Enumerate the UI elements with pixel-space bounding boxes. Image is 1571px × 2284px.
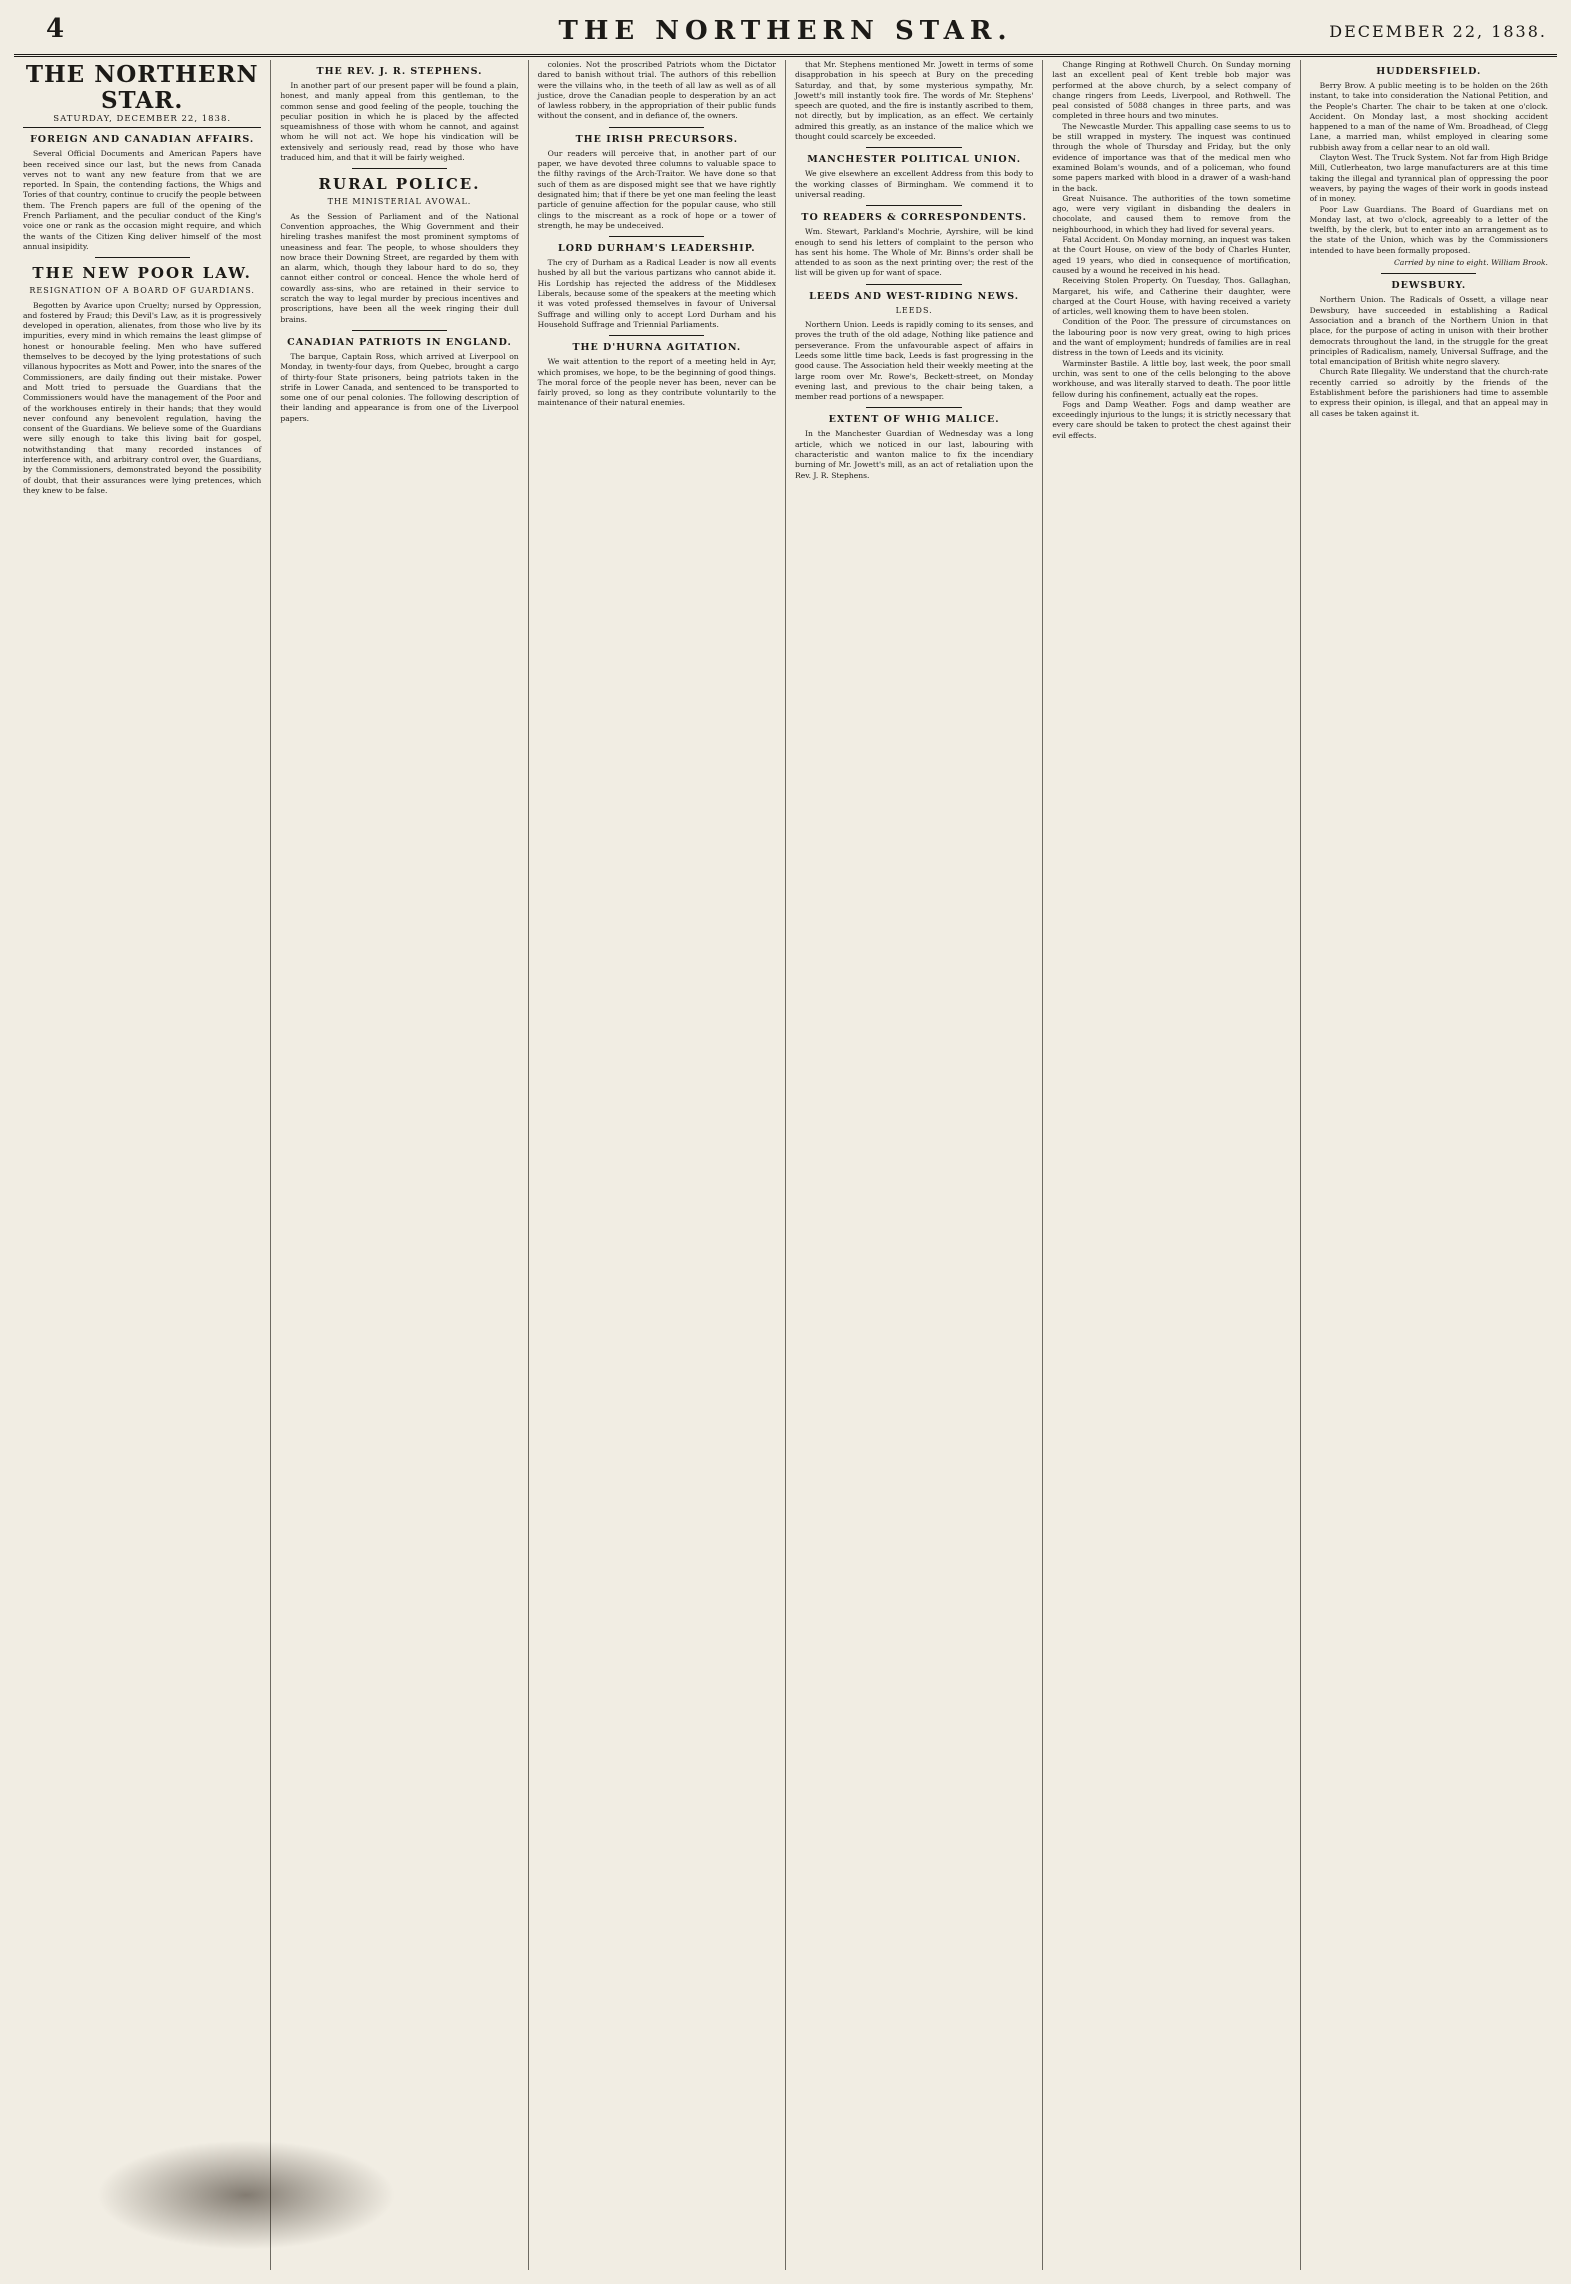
article-huddersfield: Berry Brow. A public meeting is to be holden on the 26th instant, to take into consideration the National Petition, and the People's Charter. The chair to be taken at one o'clock. Accident. On Monday last, a most shocking accident happened to a man of the name of Wm. Broadhead, of Clegg Lane, a married man, whilst employed in clearing some rubbish away from a cellar near to an old wall. <box>1309 81 1548 152</box>
article-correspondents: Wm. Stewart, Parkland's Mochrie, Ayrshire, will be kind enough to send his letters of complaint to the person who has sent his home. The Whole of Mr. Binns's order shall be attended to as soon as the next printing over; the rest of the list will be given up for want of space. <box>794 227 1034 278</box>
heading-stephens: THE REV. J. R. STEPHENS. <box>316 66 483 77</box>
article-durham: The cry of Durham as a Radical Leader is now all events hushed by all but the various partizans who cannot abide it. His Lordship has rejected the address of the Middlesex Liberals, because some of the speakers at the meeting which it was voted professed themselves in favour of Universal Suffrage and willing only to accept Lord Durham and his Household Suffrage and Triennial Parliaments. <box>537 258 776 329</box>
issue-dateline: SATURDAY, DECEMBER 22, 1838. <box>23 114 261 128</box>
divider <box>866 205 961 206</box>
divider <box>609 236 704 237</box>
divider <box>352 168 447 169</box>
heading-dewsbury: DEWSBURY. <box>1391 280 1467 292</box>
article-leeds: Northern Union. Leeds is rapidly coming to its senses, and proves the truth of the old adage, Nothing like patience and perseverance. From the unfavourable aspect of affairs in Leeds some little time back, Leeds is fast progressing in the good cause. The Association held their weekly meeting at the large room over Mr. Rowe's, Beckett-street, on Monday evening last, and previous to the chair being taken, a member read portions of a newspaper. <box>794 320 1034 402</box>
heading-durham: LORD DURHAM'S LEADERSHIP. <box>558 243 756 255</box>
heading-canadian-patriots: CANADIAN PATRIOTS IN ENGLAND. <box>287 336 512 348</box>
heading-correspondents: TO READERS & CORRESPONDENTS. <box>801 212 1027 224</box>
article-fatal-accident: Fatal Accident. On Monday morning, an inquest was taken at the Court House, on view of the body of Charles Hunter, aged 19 years, who died in consequence of mortification, caused by a wound he received in his head. <box>1052 235 1291 275</box>
column-4 <box>786 60 1043 2270</box>
heading-rural-police: RURAL POLICE. <box>318 175 481 194</box>
column-1 <box>14 60 271 2270</box>
heading-leeds-news: LEEDS AND WEST-RIDING NEWS. <box>809 290 1020 302</box>
heading-foreign-affairs: FOREIGN AND CANADIAN AFFAIRS. <box>30 134 255 146</box>
article-dhurna: We wait attention to the report of a meeting held in Ayr, which promises, we hope, to be the beginning of good things. The moral force of the people never has been, never can be fairly proved, so long as they contribute voluntarily to the maintenance of their natural enemies. <box>537 357 776 408</box>
heading-whig-malice: EXTENT OF WHIG MALICE. <box>828 414 1000 426</box>
divider <box>95 257 190 258</box>
heading-huddersfield: HUDDERSFIELD. <box>1376 66 1482 77</box>
article-condition-poor: Condition of the Poor. The pressure of circumstances on the labouring poor is now very great, owing to high prices and the want of employment; hundreds of families are in real distress in the town of Leeds and its vicinity. <box>1052 317 1291 358</box>
newspaper-columns <box>14 60 1557 2270</box>
divider <box>609 127 704 128</box>
subheading-resignation: RESIGNATION OF A BOARD OF GUARDIANS. <box>29 286 255 296</box>
article-foreign-affairs: Several Official Documents and American Papers have been received since our last, but the news from Canada verves not to want any new feature from that we are reported. In Spain, the contending factions, the Whigs and Tories of that country, continue to crucify the people between them. The French papers are full of the opening of the French Parliament, and the peculiar conduct of the King's voice one or rank as the occasion might require, and which the wants of the Citizen King deliver himself of the most annual insipidity. <box>23 149 262 251</box>
article-church-rate: Church Rate Illegality. We understand that the church-rate recently carried so adroitly by the friends of the Establishment before the parishioners had time to assemble to express their opinion, is illegal, and that an appeal may in all cases be taken against it. <box>1309 367 1548 418</box>
article-fogs: Fogs and Damp Weather. Fogs and damp weather are exceedingly injurious to the lungs; it is strictly necessary that every care should be taken to protect the chest against their evil effects. <box>1052 399 1291 440</box>
column-3 <box>529 60 786 2270</box>
article-clayton-west: Clayton West. The Truck System. Not far from High Bridge Mill, Cutlerheaton, two large manufacturers are at this time taking the illegal and tyrannical plan of oppressing the poor weavers, by paying the wages of their work in goods instead of in money. <box>1309 153 1548 204</box>
divider <box>866 284 961 285</box>
masthead: THE NORTHERN STAR. <box>25 61 259 114</box>
article-dewsbury: Northern Union. The Radicals of Ossett, a village near Dewsbury, have succeeded in establishing a Radical Association and a branch of the Northern Union in that place, for the purpose of acting in unison with their brother democrats throughout the land, in the struggle for the great principles of Radicalism, namely, Universal Suffrage, and the total emancipation of British white negro slavery. <box>1309 295 1548 367</box>
heading-manchester-union: MANCHESTER POLITICAL UNION. <box>807 154 1022 166</box>
article-irish-precursors: Our readers will perceive that, in another part of our paper, we have devoted three columns to valuable space to the filthy ravings of the Arch-Traitor. We have done so that such of them as are disposed might see that we have rightly designated him; that if there be yet one man feeling the least particle of genuine affection for the popular cause, who still clings to the miscreant as a rock of hope or a tower of strength, he may be undeceived. <box>537 148 776 230</box>
running-title: THE NORTHERN STAR. <box>558 16 1013 46</box>
column-2 <box>271 60 528 2270</box>
heading-new-poor-law: THE NEW POOR LAW. <box>32 264 252 283</box>
article-poor-law: Begotten by Avarice upon Cruelty; nursed by Oppression, and fostered by Fraud; this Devil's Law, as it is progressively developed in operation, alienates, from those who live by its impurities, every mind in which remains the least glimpse of honest or honourable feeling. Men who have suffered themselves to be decoyed by the lying protestations of such villanous hypocrites as Mott and Power, into the snares of the Commissioners, are daily finding out their mistake. Power and Mott tried to persuade the Guardians that the Commissioners would have the management of the Poor and of the workhouses entirely in their hands; that they would never confound any benevolent regulation, having the consent of the Guardians. We believe some of the Guardians were silly enough to take this living bait for gospel, notwithstanding that many recorded instances of interference with, and arbitrary control over, the Guardians, by the Commissioners, demonstrated beyond the possibility of doubt, that their assurances were lying pretences, which they knew to be false. <box>23 300 262 495</box>
divider <box>609 335 704 336</box>
divider <box>866 407 961 408</box>
page-header <box>14 8 1557 57</box>
article-great-nuisance: Great Nuisance. The authorities of the town sometime ago, were very vigilant in disbanding the dealers in chocolate, and caused them to remove from the neighbourhood, in which they had lived for several years. <box>1052 193 1291 234</box>
article-warminster-bastile: Warminster Bastile. A little boy, last week, the poor small urchin, was sent to one of the cells belonging to the above workhouse, and was literally starved to death. The poor little fellow during his confinement, actually eat the ropes. <box>1052 358 1291 399</box>
heading-irish-precursors: THE IRISH PRECURSORS. <box>575 133 739 145</box>
article-manchester-union: We give elsewhere an excellent Address from this body to the working classes of Birmingham. We commend it to universal reading. <box>794 169 1034 199</box>
article-change-ringing: Change Ringing at Rothwell Church. On Sunday morning last an excellent peal of Kent treble bob major was performed at the above church, by a select company of change ringers from Leeds, Liverpool, and Rothwell. The peal consisted of 5088 changes in three parts, and was completed in three hours and two minutes. <box>1052 60 1291 121</box>
article-whig-malice: In the Manchester Guardian of Wednesday was a long article, which we noticed in our last, labouring with characteristic and wanton malice to fix the incendiary burning of Mr. Jowett's mill, as an act of retaliation upon the Rev. J. R. Stephens. <box>794 429 1034 480</box>
divider <box>866 147 961 148</box>
signature: Carried by nine to eight. William Brook. <box>1394 258 1548 268</box>
article-stephens: In another part of our present paper will be found a plain, honest, and manly appeal from this gentleman, to the common sense and good feeling of the people, touching the peculiar position in which he is placed by the affected squeamishness of those with whom he cannot, and against whom he will not act. We hope his vindication will be extensively and seriously read, read by those who have traduced him, and that it will be fairly weighed. <box>280 81 519 163</box>
heading-dhurna: THE D'HURNA AGITATION. <box>572 342 742 354</box>
article-poor-law-guardians: Poor Law Guardians. The Board of Guardians met on Monday last, at two o'clock, agreeably to a letter of the twelfth, by the clerk, but to enter into an arrangement as to the state of the Union, which was by the Commissioners intended to have been formally proposed. <box>1309 204 1548 255</box>
article-rural-police: As the Session of Parliament and of the National Convention approaches, the Whig Government and their hireling trashes manifest the most prominent symptoms of uneasiness and fear. The people, to whose shoulders they now brace their Downing Street, are regarded by them with an alarm, which, though they labour hard to do so, they cannot either control or conceal. Hence the whole herd of cowardly ass-sins, who are retained in their service to scratch the way to legal murder by precious incentives and proscriptions, have been all the week ringing their dull brains. <box>280 211 519 324</box>
column-5 <box>1043 60 1300 2270</box>
article-canadian-patriots: The barque, Captain Ross, which arrived at Liverpool on Monday, in twenty-four days, from Quebec, brought a cargo of thirty-four State prisoners, being patriots taken in the strife in Lower Canada, and sentenced to be transported to some one of our penal colonies. The following description of their landing and appearance is from one of the Liverpool papers. <box>280 351 519 423</box>
article-stolen-property: Receiving Stolen Property. On Tuesday, Thos. Gallaghan, Margaret, his wife, and Catherine their daughter, were charged at the Court House, with having received a variety of articles, well knowing them to have been stolen. <box>1052 276 1291 317</box>
divider <box>352 330 447 331</box>
page-date: DECEMBER 22, 1838. <box>1329 22 1547 41</box>
article-newcastle-murder: The Newcastle Murder. This appalling case seems to us to be still wrapped in mystery. The inquest was continued through the whole of Thursday and Friday, but the only evidence of importance was that of the medical men who examined Bolam's wounds, and of a policeman, who found some papers marked with blood in a drawer of a wash-hand in the back. <box>1052 121 1291 193</box>
article-stephens-reference: that Mr. Stephens mentioned Mr. Jowett in terms of some disapprobation in his speech at Bury on the preceding Saturday, and that, by some mysterious sympathy, Mr. Jowett's mill instantly took fire. The words of Mr. Stephens' speech are quoted, and the fire is instantly ascribed to them, not directly, but by implication, as an effect. We certainly admired this greatly, as an instance of the malice which we thought could scarcely be exceeded. <box>794 60 1034 142</box>
divider <box>1381 273 1476 274</box>
subheading-leeds: LEEDS. <box>895 305 933 315</box>
subheading-ministerial-avowal: THE MINISTERIAL AVOWAL. <box>327 197 472 207</box>
column-6 <box>1301 60 1557 2270</box>
article-colonies: colonies. Not the proscribed Patriots whom the Dictator dared to banish without trial. The authors of this rebellion were the villains who, in the teeth of all law as well as of all justice, drove the Canadian people to desperation by an act of lawless robbery, in the appropriation of their public funds without the consent, and in defiance of, the owners. <box>537 60 776 121</box>
page-number: 4 <box>46 14 65 44</box>
